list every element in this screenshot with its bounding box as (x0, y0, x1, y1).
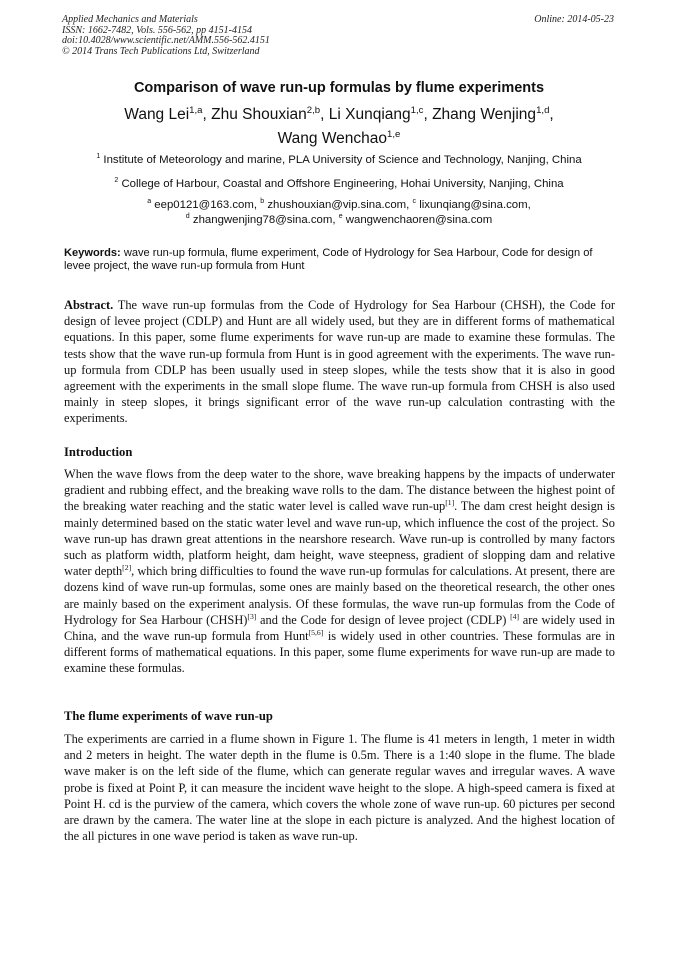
affiliation-2 (30, 177, 648, 191)
author-name: Wang Wenchao (277, 130, 388, 147)
email-mark: e (338, 212, 343, 220)
email-address: zhushouxian@vip.sina.com, (267, 199, 410, 211)
issn-line: ISSN: 1662-7482, Vols. 556-562, pp 4151-4154 (62, 24, 252, 36)
copyright-line: © 2014 Trans Tech Publications Ltd, Switzerland (62, 45, 260, 57)
journal-name: Applied Mechanics and Materials (62, 14, 198, 25)
citation: [2] (122, 563, 132, 573)
email-mark: c (412, 198, 417, 206)
journal-header (62, 15, 614, 57)
author-name: Li Xunqiang (328, 106, 411, 123)
keywords-block (64, 247, 616, 274)
online-date: Online: 2014-05-23 (534, 14, 614, 25)
flume-section-paragraph: The experiments are carried in a flume shown in Figure 1. The flume is 41 meters in length, 1 meter in width and 2 meters in height. The water depth in the flume is 0.5m. There is a 1:40 slope in the flume. The blade wave maker is on the left side of the flume, which can generate regular waves and irregular waves. A wave probe is fixed at Point P, it can measure the incident wave height to the slope. A high-speed camera is fixed at Point H. cd is the purview of the camera, which covers the whole zone of wave run-up. 60 pictures per second are drawn by the camera. The water line at the slope in each picture is analyzed. And the highest location of the all pictures in one wave period is taken as wave run-up. (64, 732, 615, 844)
author-affiliation-mark: 1,d (536, 104, 550, 116)
author-affiliation-mark: 1,e (387, 128, 401, 140)
author-name: Zhu Shouxian (211, 106, 307, 123)
intro-text: and the Code for design of levee project (CDLP) (256, 612, 511, 627)
affiliation-number: 1 (96, 153, 101, 161)
paper-title: Comparison of wave run-up formulas by flume experiments (133, 80, 545, 96)
author-emails (30, 198, 648, 227)
author-affiliation-mark: 2,b (306, 104, 321, 116)
intro-text: . The dam crest height design is mainly determined based on the static water level and wave run-up, which influence the cost of the project. So wave run-up has drawn great attentions in the nearshore research. Wave run-up is controlled by many factors such as platform width, platform height, dam height, wave steepness, gradient of slopping dam and relative water depth (64, 499, 615, 579)
email-address: zhangwenjing78@sina.com, (192, 213, 336, 226)
introduction-paragraph (64, 466, 615, 677)
citation: [4] (510, 611, 520, 621)
citation: [1] (445, 498, 455, 508)
intro-text: is widely used in other countries. These formulas are in different forms of mathematical equations. In this paper, some flume experiments for wave run-up are made to examine these formulas. (64, 629, 615, 676)
author-list: Wang Lei$^{1,a}$, Zhu Shouxian$^{2,b}$, Li Xunqiang$^{1,c}$, Zhang Wenjing$^{1,d}$, Wang Wenchao$^{1,e}$ (124, 104, 554, 147)
intro-text: are widely used in China, and the wave run-up formula from Hunt (64, 612, 616, 644)
abstract-text: The wave run-up formulas from the Code of Hydrology for Sea Harbour (CHSH), the Code for design of levee project (CDLP) and Hunt are all widely used, but they are in different forms of mathematical equations. In this paper, some flume experiments for wave run-up are made to examine these formulas. The tests show that the wave run-up formula from Hunt is in good agreement with the experiments. The wave run-up formula from CDLP has been usually used in steep slopes, while the tests show that it is also in good agreement with the experiments in the small slope flume. The wave run-up formula from CHSH is also used mainly in steep slopes, it brings significant error of the wave run-up calculation contrasting with the experiments. (64, 298, 616, 426)
doi-line: doi:10.4028/www.scientific.net/AMM.556-562.4151 (62, 35, 270, 47)
introduction-heading: Introduction (64, 445, 133, 459)
author-affiliation-mark: 1,c (410, 104, 424, 116)
email-address: lixunqiang@sina.com, (419, 199, 531, 211)
email-address: eep0121@163.com, (154, 199, 258, 211)
affiliation-text: College of Harbour, Coastal and Offshore Engineering, Hohai University, Nanjing, China (121, 178, 564, 190)
author-name: Wang Lei (124, 106, 190, 123)
citation: [3] (247, 611, 257, 621)
intro-text: , which bring difficulties to found the wave run-up formulas for calculations. At present, there are dozens kind of wave run-up formulas, some ones are mainly based on the theoretical research, the other ones are mainly based on the experiment analysis. Of these formulas, the wave run-up formulas from the Code of Hydrology for Sea Harbour (CHSH) (64, 564, 615, 627)
abstract-label: Abstract. (64, 298, 114, 312)
email-address: wangwenchaoren@sina.com (345, 213, 493, 226)
email-mark: d (185, 212, 190, 220)
affiliation-1 (30, 153, 648, 167)
intro-text: When the wave flows from the deep water to the shore, wave breaking happens by the impacts of underwater gradient and rubbing effect, and the breaking wave rolls to the dam. The distance between the highest point of the breaking water reaching and the static water level is called wave run-up (64, 467, 615, 514)
keywords-text: wave run-up formula, flume experiment, Code of Hydrology for Sea Harbour, Code for design of levee project, the wave run-up formula from Hunt (64, 247, 593, 273)
author-affiliation-mark: 1,a (189, 104, 203, 116)
author-name: Zhang Wenjing (432, 106, 537, 123)
email-mark: a (147, 198, 152, 206)
affiliation-number: 2 (114, 177, 119, 185)
citation: [5,6] (308, 627, 324, 637)
flume-section-heading: The flume experiments of wave run-up (64, 709, 273, 723)
keywords-label: Keywords: (64, 247, 121, 259)
affiliation-text: Institute of Meteorology and marine, PLA University of Science and Technology, Nanjing, China (103, 154, 582, 166)
abstract-block (64, 297, 615, 427)
email-mark: b (260, 198, 265, 206)
